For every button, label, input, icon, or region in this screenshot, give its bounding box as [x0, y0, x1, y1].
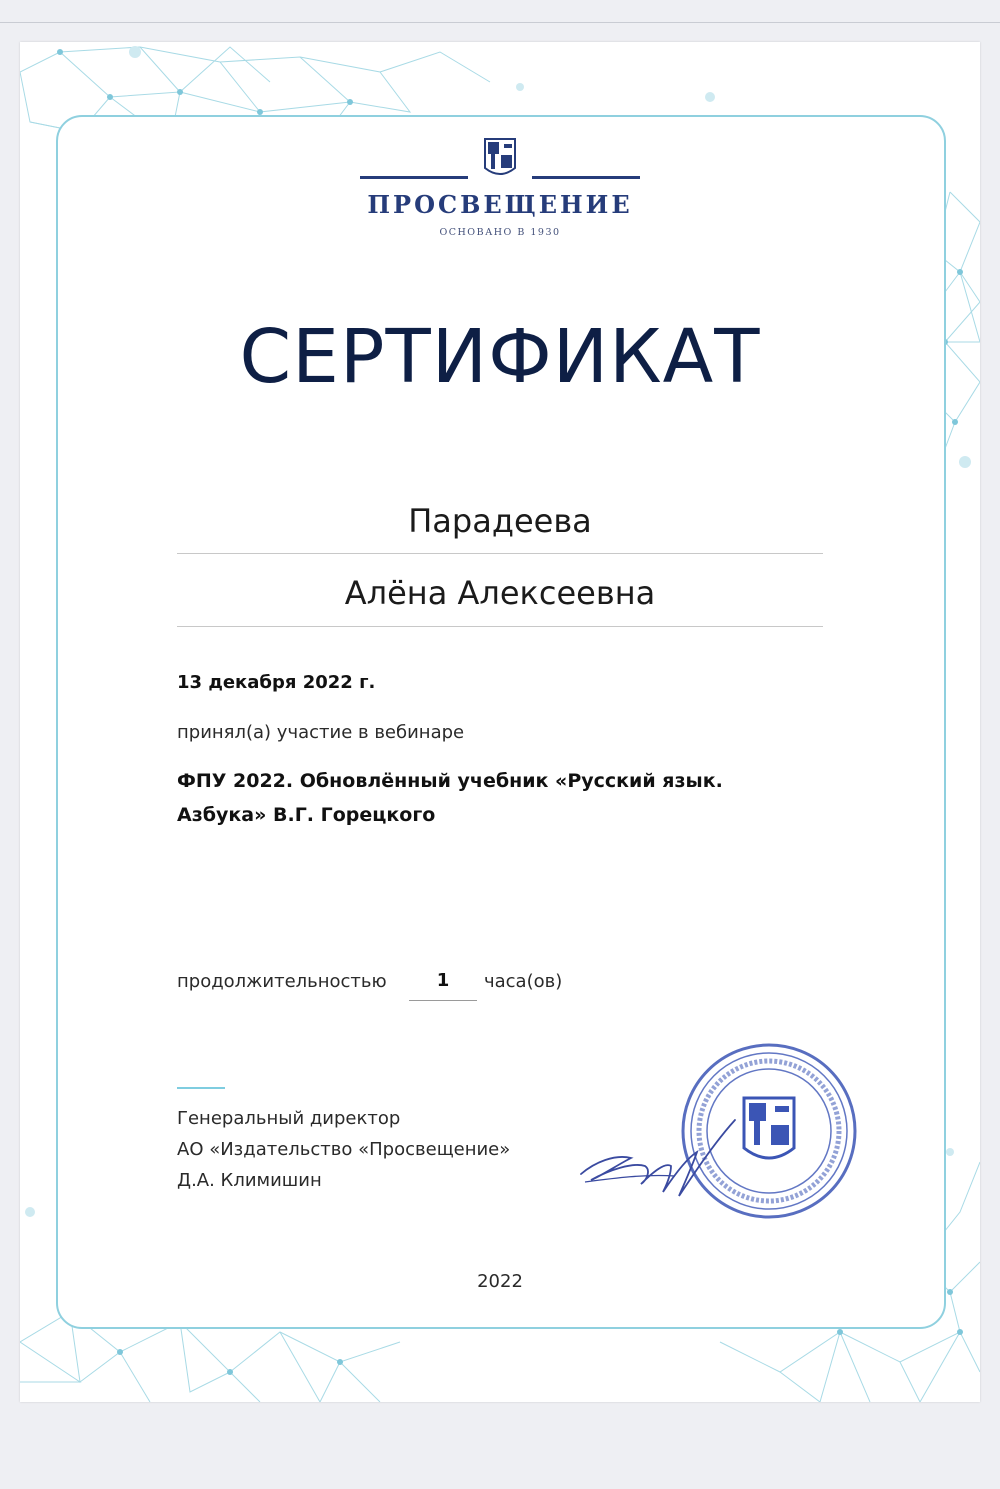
- given-names-underline: [177, 626, 823, 627]
- prosveshchenie-logo: [360, 138, 640, 248]
- signer-name: Д.А. Климишин: [177, 1170, 322, 1191]
- signer-organization: АО «Издательство «Просвещение»: [177, 1139, 511, 1160]
- signature-accent-line: [177, 1087, 225, 1089]
- ip-shield-icon: [484, 138, 516, 178]
- certificate-year: 2022: [477, 1271, 523, 1292]
- window-top-divider: [0, 22, 1000, 23]
- webinar-title-line-1: ФПУ 2022. Обновлённый учебник «Русский язык.: [177, 770, 723, 792]
- webinar-title: [177, 764, 797, 832]
- duration-value: 1: [409, 970, 477, 1001]
- certificate-page: [20, 42, 980, 1402]
- recipient-surname: Парадеева: [408, 502, 592, 540]
- logo-right-line: [532, 176, 640, 179]
- logo-wordmark: ПРОСВЕЩЕНИЕ: [367, 190, 633, 219]
- participation-text: принял(а) участие в вебинаре: [177, 722, 465, 743]
- recipient-given-names: Алёна Алексеевна: [344, 574, 656, 612]
- duration-label: продолжительностью: [177, 971, 387, 992]
- signer-position: Генеральный директор: [177, 1108, 401, 1129]
- duration-unit: часа(ов): [484, 971, 563, 992]
- event-date: 13 декабря 2022 г.: [177, 672, 376, 693]
- certificate-title: СЕРТИФИКАТ: [239, 314, 761, 400]
- logo-left-line: [360, 176, 468, 179]
- webinar-title-line-2: Азбука» В.Г. Горецкого: [177, 804, 436, 826]
- director-signature: [575, 1092, 745, 1207]
- logo-tagline: ОСНОВАНО В 1930: [439, 227, 561, 238]
- surname-underline: [177, 553, 823, 554]
